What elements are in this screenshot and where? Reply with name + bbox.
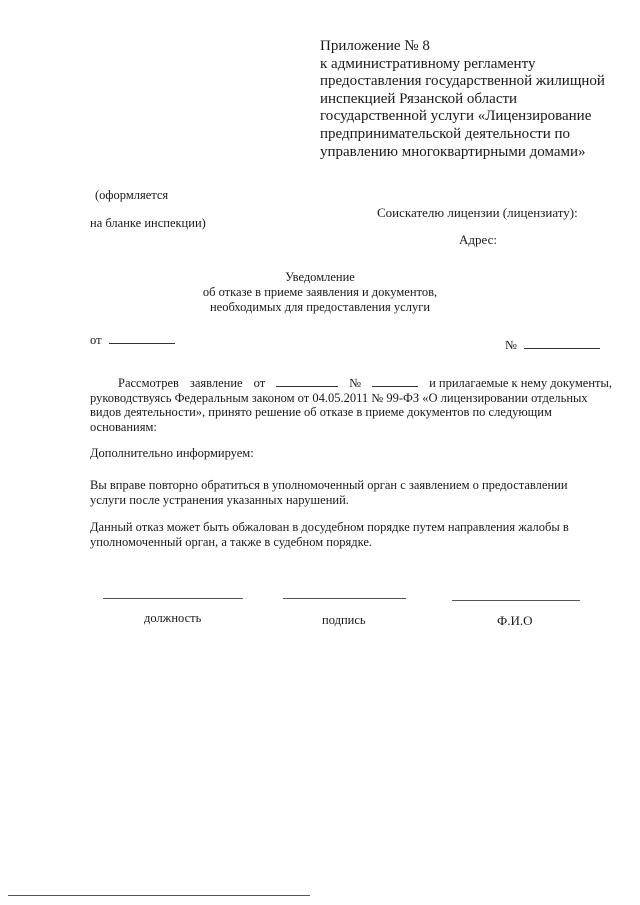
number-label: №: [505, 338, 517, 352]
p1-line2: руководствуясь Федеральным законом от 04.05.2011 № 99-ФЗ «О лицензировании отдельных: [90, 390, 588, 405]
paragraph-additional: [90, 446, 612, 461]
footnote-separator: [8, 895, 310, 896]
name-signature-line: [452, 600, 580, 601]
signature-position-label: должность: [144, 611, 202, 625]
signature-sign-label: подпись: [322, 613, 366, 627]
appendix-line: государственной услуги «Лицензирование: [320, 108, 592, 125]
blank-note-line1: (оформляется: [95, 188, 169, 202]
date-row-from: [90, 333, 175, 348]
title-line3: необходимых для предоставления услуги: [209, 300, 431, 314]
blank-note-line2: на бланке инспекции): [90, 216, 206, 230]
recipient-address: Адрес:: [459, 232, 497, 247]
appendix-line: инспекцией Рязанской области: [320, 90, 518, 107]
p1-word: и прилагаемые к нему документы,: [429, 376, 612, 390]
p1-word: от: [253, 376, 266, 390]
appendix-line: предоставления государственной жилищной: [320, 73, 605, 90]
p4-line1: Данный отказ может быть обжалован в досудебном порядке путем направления жалобы в: [90, 520, 569, 534]
appendix-line: к административному регламенту: [320, 55, 536, 72]
from-label: от: [90, 333, 102, 347]
application-date-blank: [276, 376, 338, 387]
appendix-header: [320, 38, 620, 161]
p1-word: №: [349, 376, 362, 390]
p2-line: Дополнительно информируем:: [90, 446, 254, 460]
p4-line2: уполномоченный орган, а также в судебном порядке.: [90, 534, 373, 549]
p3-line1: Вы вправе повторно обратиться в уполномоченный орган с заявлением о предоставлении: [90, 478, 568, 492]
signature-name-label: Ф.И.О: [497, 613, 533, 628]
sign-signature-line: [283, 598, 406, 599]
paragraph-decision: [90, 376, 612, 434]
p3-line2: услуги после устранения указанных нарушений.: [90, 492, 349, 507]
p1-line4: основаниям:: [90, 419, 157, 434]
recipient-label: Соискателю лицензии (лицензиату):: [377, 205, 578, 220]
title-line1: Уведомление: [285, 270, 355, 284]
paragraph-reapply: [90, 478, 612, 507]
date-blank: [109, 333, 175, 344]
p1-line3: видов деятельности», принято решение об отказе в приеме документов по следующим: [90, 405, 552, 419]
document-title: [0, 270, 640, 315]
p1-word: Рассмотрев: [118, 376, 179, 390]
appendix-line: предпринимательской деятельности по: [320, 125, 571, 142]
paragraph-appeal: [90, 520, 612, 549]
p1-word: заявление: [189, 376, 243, 390]
application-number-blank: [372, 376, 418, 387]
title-line2: об отказе в приеме заявления и документов,: [202, 285, 438, 299]
date-row-number: [505, 338, 600, 353]
p1-line1: [90, 376, 612, 391]
position-signature-line: [103, 598, 243, 599]
appendix-line: Приложение № 8: [320, 38, 430, 54]
number-blank: [524, 338, 600, 349]
appendix-line: управлению многоквартирными домами»: [320, 143, 586, 160]
